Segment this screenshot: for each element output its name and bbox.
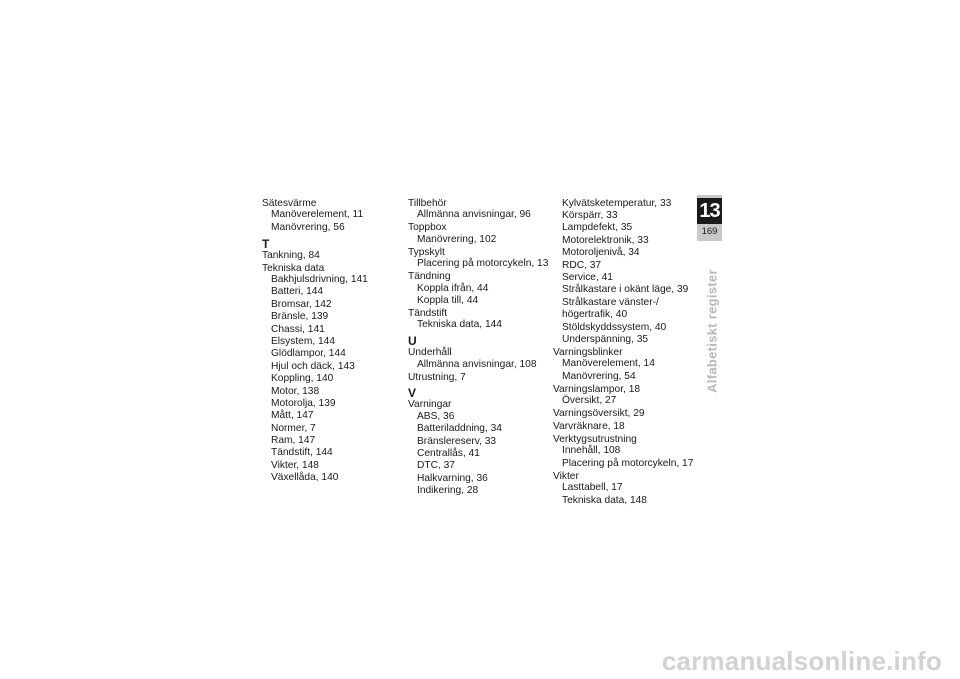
index-entry [553,198,693,346]
index-subentry: Batteriladdning, 34 [417,423,502,435]
index-entry [553,408,693,420]
index-subentry: Motoroljenivå, 34 [562,247,640,259]
index-entry [408,198,548,221]
index-term: Varvräknare, 18 [553,421,625,433]
index-subentry: Manövrering, 102 [417,233,497,245]
index-subentry: Bränsle, 139 [271,311,329,323]
index-column-1 [262,198,392,484]
index-subentry: Strålkastare vänster-/ [562,296,659,308]
index-term: Tekniska data [262,262,325,274]
index-subentries [553,445,693,469]
index-subentries [262,274,392,484]
index-subentry: Placering på motorcykeln, 13 [417,258,549,270]
index-subentry: Hjul och däck, 143 [271,360,355,372]
index-subentries [408,359,548,371]
index-entry [553,471,693,507]
index-subentries [553,358,693,382]
index-subentries [408,283,548,307]
index-subentry: Allmänna anvisningar, 108 [417,358,537,370]
index-entry [553,384,693,407]
index-entry [408,399,548,497]
watermark: carmanualsonline.info [661,646,942,676]
index-subentry: Koppla till, 44 [417,294,479,306]
index-subentries [262,209,392,233]
index-subentry: Centrallås, 41 [417,447,480,459]
index-subentry: Manöverelement, 11 [271,209,364,221]
index-entry [408,222,548,245]
index-subentry: Översikt, 27 [562,395,617,407]
index-subentry: Lasttabell, 17 [562,482,623,494]
index-subentry: Stöldskyddssystem, 40 [562,321,667,333]
index-subentry: Växellåda, 140 [271,472,339,484]
index-subentries [553,198,693,346]
index-subentry: DTC, 37 [417,460,455,472]
index-entry [262,263,392,484]
index-letter-heading: V [408,386,417,401]
index-subentry: Normer, 7 [271,422,316,434]
index-subentry: Vikter, 148 [271,459,319,471]
index-subentry: Glödlampor, 144 [271,348,346,360]
index-entry [408,372,548,384]
chapter-tab [697,195,722,241]
index-subentries [553,482,693,506]
index-entry [408,271,548,307]
index-term: Tankning, 84 [262,249,320,261]
index-subentry: Placering på motorcykeln, 17 [562,457,694,469]
index-entry [553,434,693,470]
index-term: Underhåll [408,347,452,359]
index-subentry: Halkvarning, 36 [417,472,488,484]
index-subentry: Tekniska data, 144 [417,319,502,331]
index-term: Varningsöversikt, 29 [553,408,645,420]
index-entry [262,198,392,234]
index-column-3 [553,198,693,506]
index-subentry: Innehåll, 108 [562,445,621,457]
index-subentry: Batteri, 144 [271,286,324,298]
index-subentry: Mått, 147 [271,410,314,422]
index-subentry: Motor, 138 [271,385,320,397]
index-subentry: Kylvätsketemperatur, 33 [562,197,672,209]
index-subentry: Indikering, 28 [417,485,479,497]
index-subentries [408,234,548,246]
index-entry [553,347,693,383]
index-subentry: Elsystem, 144 [271,335,335,347]
index-term: Vikter [553,470,579,482]
index-subentry: RDC, 37 [562,259,602,271]
index-subentry: Koppla ifrån, 44 [417,282,489,294]
index-subentry: Manöverelement, 14 [562,358,655,370]
index-subentry: Manövrering, 54 [562,370,636,382]
index-subentries [408,319,548,331]
index-subentry: Körspärr, 33 [562,210,618,221]
index-subentry: Service, 41 [562,271,613,283]
index-term: Tändning [408,271,451,283]
index-term: Tändstift [408,307,448,319]
index-letter-heading: T [262,236,270,251]
index-term: Varningslampor, 18 [553,383,641,395]
index-subentry: Motorelektronik, 33 [562,234,649,246]
index-subentries [408,411,548,497]
index-subentry: Motorolja, 139 [271,397,336,409]
index-subentry: Bromsar, 142 [271,298,332,310]
index-subentry: Chassi, 141 [271,323,325,335]
section-title: Alfabetiskt register [704,269,720,393]
index-column-2 [408,198,548,497]
index-entry [262,250,392,262]
index-subentry: högertrafik, 40 [562,309,628,321]
index-subentries [408,258,548,270]
index-term: Tillbehör [408,198,447,209]
index-subentry: Lampdefekt, 35 [562,222,633,234]
index-subentries [408,209,548,221]
index-letter-heading: U [408,334,417,349]
index-term: Utrustning, 7 [408,371,466,383]
index-term: Verktygsutrustning [553,434,637,446]
index-entry [553,421,693,433]
index-entry [408,347,548,370]
index-subentry: Koppling, 140 [271,373,334,385]
index-subentry: Manövrering, 56 [271,221,345,233]
index-term: Toppbox [408,222,447,234]
index-subentry: ABS, 36 [417,410,455,422]
index-subentry: Allmänna anvisningar, 96 [417,209,531,221]
index-subentry: Underspänning, 35 [562,333,649,345]
index-subentry: Bränslereserv, 33 [417,435,497,447]
index-entry [408,247,548,270]
index-subentry: Tändstift, 144 [271,447,333,459]
index-subentry: Ram, 147 [271,435,316,447]
page-number: 169 [701,226,718,237]
index-subentries [553,395,693,407]
index-term: Varningar [408,399,452,411]
index-subentry: Strålkastare i okänt läge, 39 [562,284,689,296]
index-subentry: Bakhjulsdrivning, 141 [271,273,368,285]
index-subentry: Tekniska data, 148 [562,494,647,506]
index-term: Typskylt [408,246,445,258]
chapter-number: 13 [697,198,722,224]
index-term: Sätesvärme [262,198,317,209]
index-term: Varningsblinker [553,346,623,358]
index-entry [408,308,548,331]
